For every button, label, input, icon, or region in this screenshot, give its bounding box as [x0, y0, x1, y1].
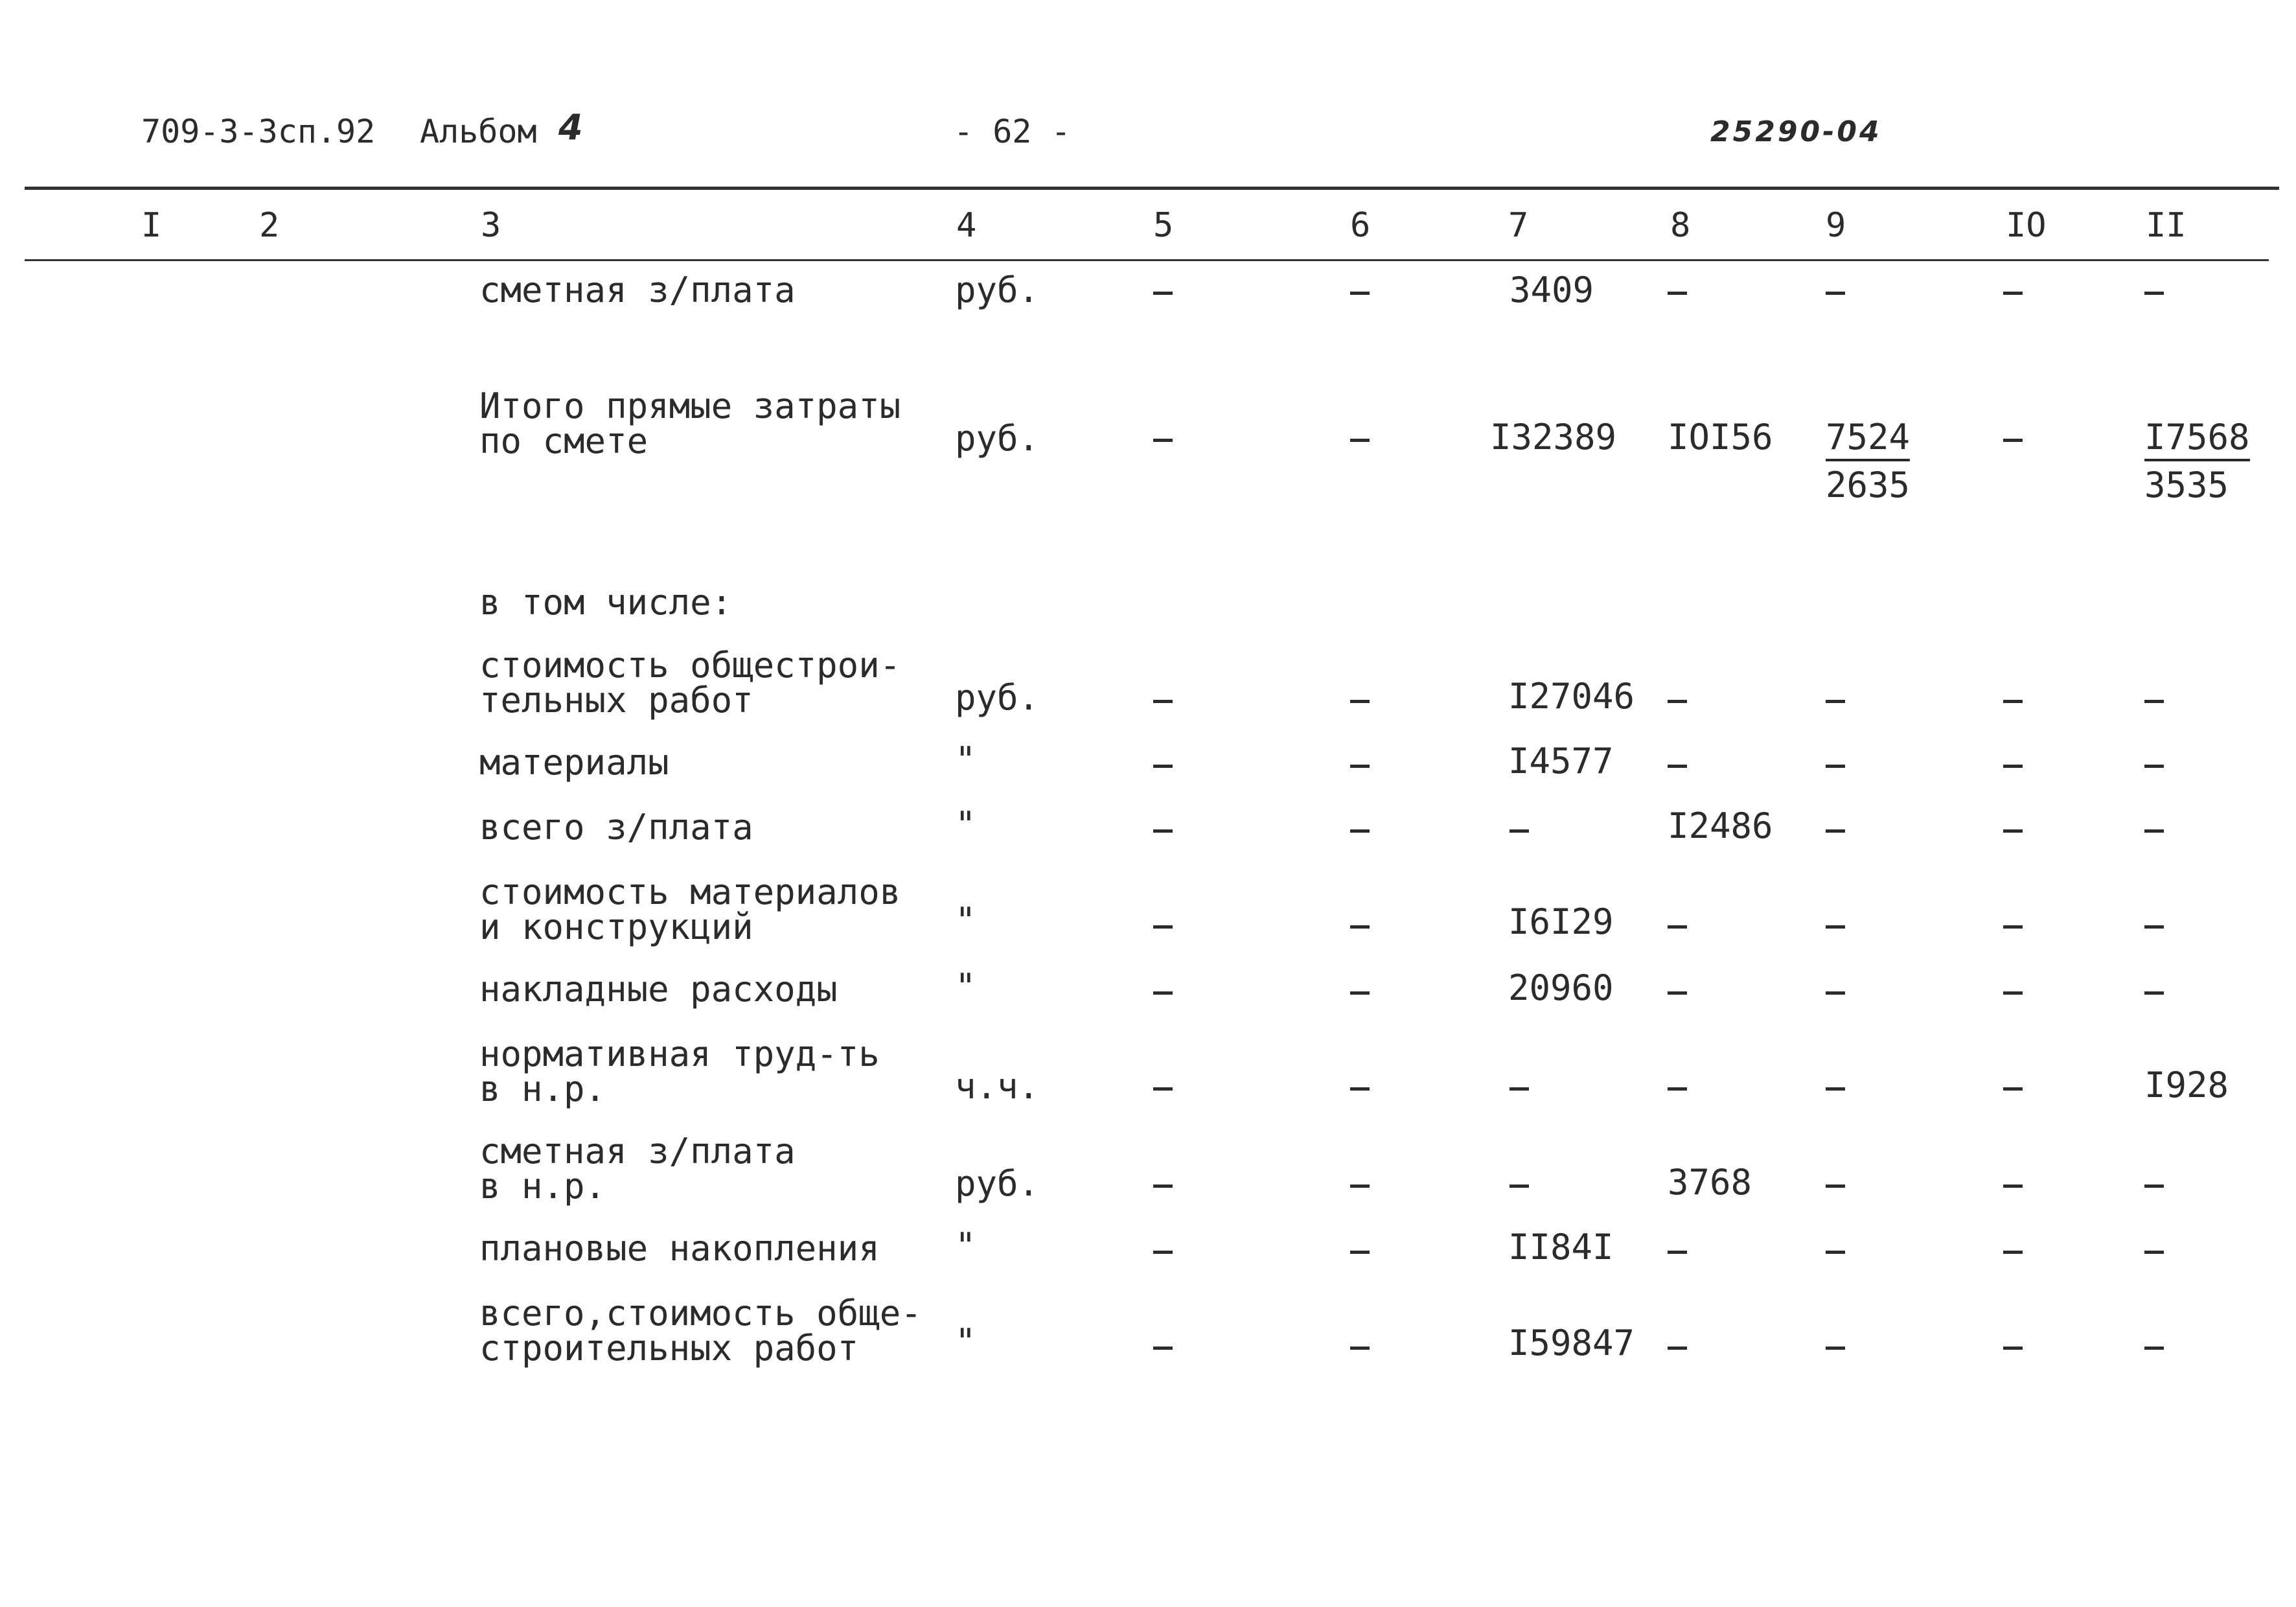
- row-value-col8: IOI56: [1668, 417, 1773, 457]
- dash-mark: [1350, 1087, 1370, 1091]
- dash-mark: [1668, 991, 1687, 995]
- dash-mark: [2003, 439, 2023, 442]
- column-header-11: II: [2146, 206, 2187, 245]
- row-unit: ": [955, 739, 976, 780]
- dash-mark: [2003, 1087, 2023, 1091]
- dash-mark: [2003, 925, 2023, 929]
- dash-mark: [1826, 700, 1845, 703]
- row-value-col7: 20960: [1508, 967, 1614, 1008]
- column-header-7: 7: [1508, 206, 1529, 245]
- dash-mark: [2003, 292, 2023, 295]
- row-label: сметная з/плата в н.р.: [479, 1131, 796, 1207]
- dash-mark: [1668, 925, 1687, 929]
- row-label: стоимость общестрои- тельных работ: [479, 645, 901, 721]
- dash-mark: [1350, 700, 1370, 703]
- dash-mark: [1350, 925, 1370, 929]
- dash-mark: [1510, 1087, 1529, 1091]
- dash-mark: [1350, 292, 1370, 295]
- row-label: всего,стоимость обще- строительных работ: [479, 1293, 922, 1369]
- dash-mark: [1153, 1347, 1173, 1350]
- dash-mark: [2003, 1347, 2023, 1350]
- row-value-col11-numerator: I7568: [2144, 420, 2250, 461]
- dash-mark: [2144, 1251, 2164, 1254]
- column-header-8: 8: [1670, 206, 1691, 245]
- row-unit: руб.: [955, 270, 1040, 310]
- row-label: Итого прямые затраты по смете: [479, 386, 901, 461]
- table-header-bottom-rule: [25, 259, 2269, 261]
- document-code: 709-3-3сп.92: [141, 113, 376, 150]
- column-header-3: 3: [481, 206, 501, 245]
- row-label: плановые накопления: [479, 1228, 880, 1269]
- row-value-col7: I32389: [1490, 417, 1617, 457]
- dash-mark: [1350, 991, 1370, 995]
- row-label: нормативная труд-ть в н.р.: [479, 1034, 880, 1109]
- dash-mark: [2003, 765, 2023, 768]
- dash-mark: [2144, 1185, 2164, 1188]
- column-header-4: 4: [956, 206, 977, 245]
- dash-mark: [2003, 1251, 2023, 1254]
- archive-number: 25290-04: [1710, 115, 1882, 148]
- column-header-5: 5: [1153, 206, 1174, 245]
- row-value-col11: I928: [2144, 1065, 2229, 1105]
- dash-mark: [2144, 991, 2164, 995]
- dash-mark: [1350, 829, 1370, 833]
- row-value-col8: I2486: [1668, 805, 1773, 846]
- row-unit: руб.: [955, 418, 1040, 459]
- row-label: в том числе:: [479, 582, 733, 623]
- row-label: сметная з/плата: [479, 270, 796, 310]
- dash-mark: [1668, 1347, 1687, 1350]
- dash-mark: [1153, 765, 1173, 768]
- dash-mark: [2144, 700, 2164, 703]
- row-label: стоимость материалов и конструкций: [479, 872, 901, 947]
- row-unit: ": [955, 1321, 976, 1362]
- row-label: всего з/плата: [479, 807, 753, 848]
- column-header-6: 6: [1350, 206, 1371, 245]
- dash-mark: [2144, 925, 2164, 929]
- dash-mark: [1153, 700, 1173, 703]
- column-header-10: IO: [2006, 206, 2047, 245]
- row-unit: руб.: [955, 677, 1040, 718]
- row-value-col7: II84I: [1508, 1227, 1614, 1267]
- dash-mark: [1510, 829, 1529, 833]
- page-number: - 62 -: [954, 113, 1071, 150]
- row-unit: ": [955, 966, 976, 1007]
- row-label: накладные расходы: [479, 969, 838, 1010]
- row-value-col9-numerator: 7524: [1826, 420, 1910, 461]
- dash-mark: [1153, 1251, 1173, 1254]
- dash-mark: [2144, 1347, 2164, 1350]
- dash-mark: [1668, 1087, 1687, 1091]
- dash-mark: [1153, 925, 1173, 929]
- dash-mark: [1826, 1185, 1845, 1188]
- dash-mark: [1826, 1251, 1845, 1254]
- dash-mark: [1826, 765, 1845, 768]
- dash-mark: [1826, 1087, 1845, 1091]
- album-label: Альбом: [420, 113, 537, 150]
- row-value-col8: 3768: [1668, 1162, 1752, 1203]
- dash-mark: [2003, 829, 2023, 833]
- dash-mark: [2144, 765, 2164, 768]
- row-value-col7: 3409: [1510, 270, 1594, 310]
- dash-mark: [2144, 829, 2164, 833]
- dash-mark: [1153, 829, 1173, 833]
- dash-mark: [1153, 292, 1173, 295]
- dash-mark: [1826, 925, 1845, 929]
- row-value-col7: I4577: [1508, 741, 1614, 781]
- dash-mark: [2003, 991, 2023, 995]
- album-number: 4: [558, 107, 583, 148]
- row-value-col7: I59847: [1508, 1323, 1635, 1363]
- dash-mark: [1153, 1185, 1173, 1188]
- dash-mark: [1668, 765, 1687, 768]
- dash-mark: [1826, 1347, 1845, 1350]
- dash-mark: [1153, 991, 1173, 995]
- dash-mark: [1350, 1251, 1370, 1254]
- row-label: материалы: [479, 742, 669, 783]
- column-header-2: 2: [259, 206, 280, 245]
- row-value-col7: I27046: [1508, 676, 1635, 717]
- table-top-rule: [25, 187, 2279, 190]
- row-value-col11-denominator: 3535: [2144, 465, 2229, 505]
- row-value-col9-denominator: 2635: [1826, 465, 1911, 505]
- column-header-9: 9: [1826, 206, 1846, 245]
- dash-mark: [1153, 1087, 1173, 1091]
- column-header-1: I: [141, 206, 162, 245]
- dash-mark: [2003, 700, 2023, 703]
- dash-mark: [1826, 292, 1845, 295]
- dash-mark: [1826, 991, 1845, 995]
- row-unit: ": [955, 900, 976, 941]
- dash-mark: [1350, 1347, 1370, 1350]
- dash-mark: [1510, 1185, 1529, 1188]
- dash-mark: [1826, 829, 1845, 833]
- dash-mark: [2003, 1185, 2023, 1188]
- row-value-col7: I6I29: [1508, 901, 1614, 942]
- dash-mark: [1153, 439, 1173, 442]
- dash-mark: [2144, 292, 2164, 295]
- dash-mark: [1668, 292, 1687, 295]
- row-unit: ч.ч.: [955, 1066, 1040, 1107]
- row-unit: руб.: [955, 1163, 1040, 1204]
- dash-mark: [1350, 765, 1370, 768]
- dash-mark: [1668, 700, 1687, 703]
- dash-mark: [1350, 439, 1370, 442]
- row-unit: ": [955, 1225, 976, 1266]
- dash-mark: [1350, 1185, 1370, 1188]
- row-unit: ": [955, 804, 976, 845]
- dash-mark: [1668, 1251, 1687, 1254]
